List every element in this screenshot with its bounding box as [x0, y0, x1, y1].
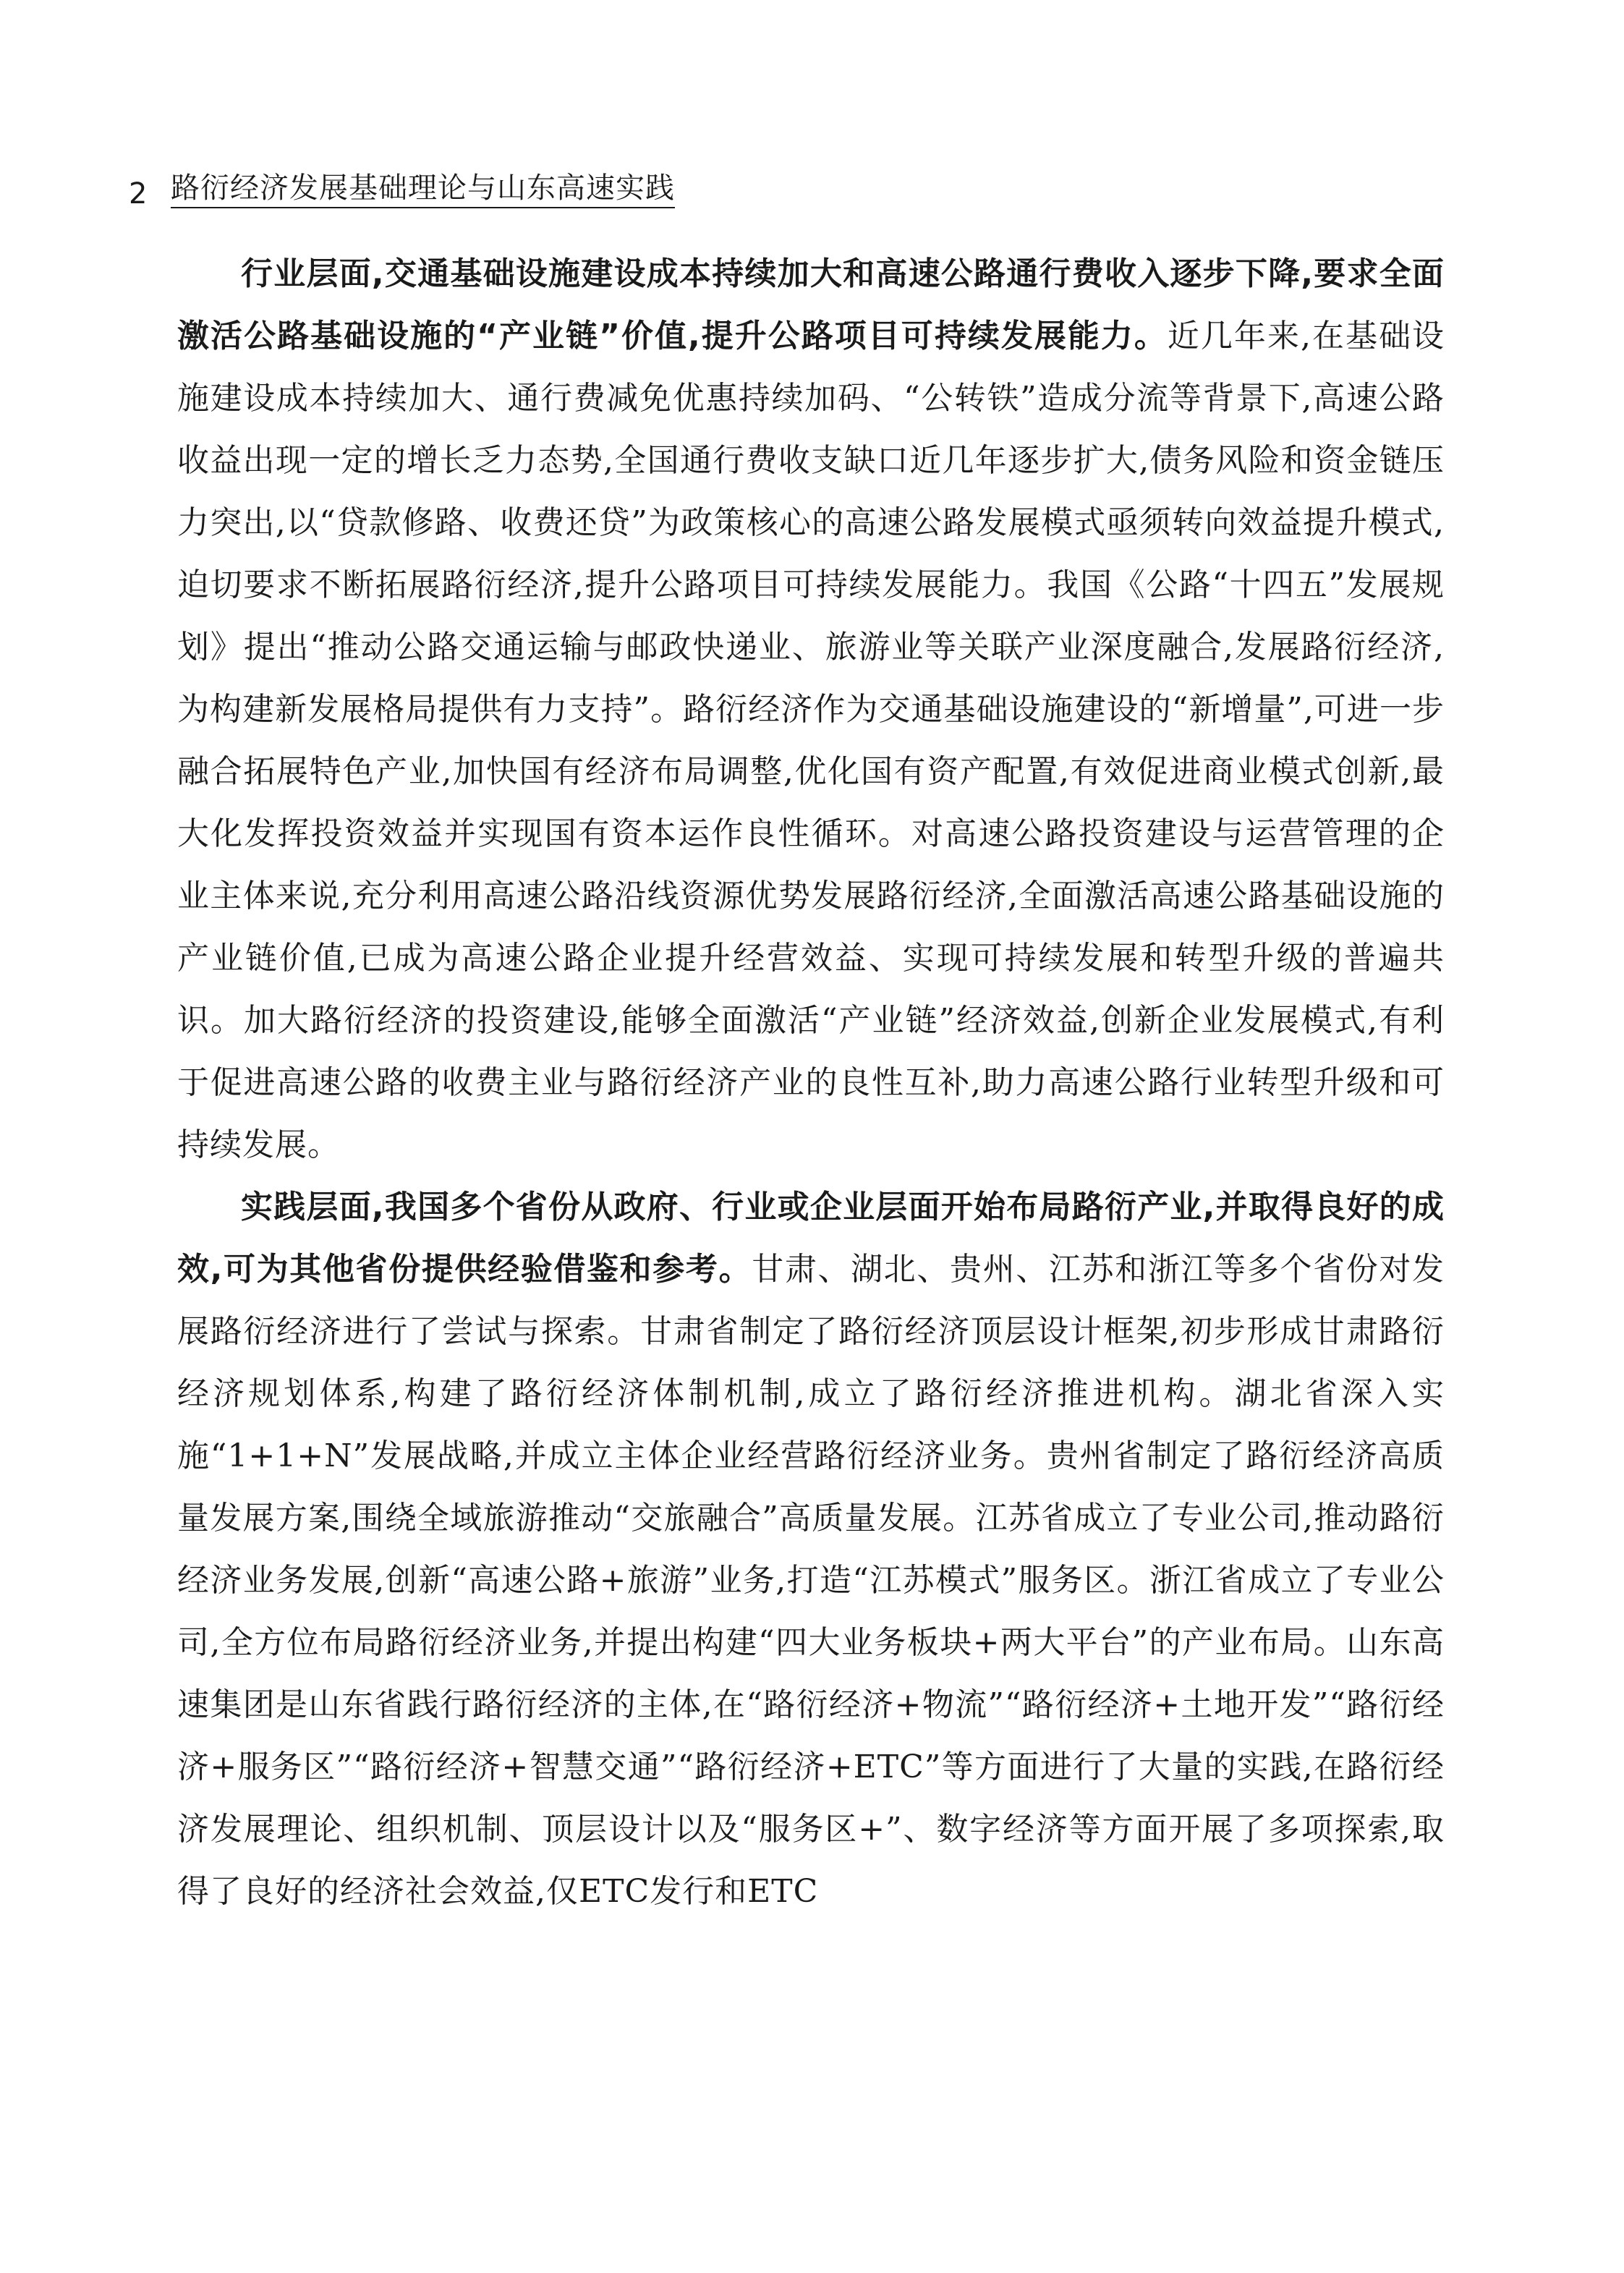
body-text: [177, 243, 1445, 1923]
paragraph-body: 近几年来,在基础设施建设成本持续加大、通行费减免优惠持续加码、“公转铁”造成分流等背景下,高速公路收益出现一定的增长乏力态势,全国通行费收支缺口近几年逐步扩大,债务风险和资金链压力突出,以“贷款修路、收费还贷”为政策核心的高速公路发展模式亟须转向效益提升模式,迫切要求不断拓展路衍经济,提升公路项目可持续发展能力。我国《公路“十四五”发展规划》提出“推动公路交通运输与邮政快递业、旅游业等关联产业深度融合,发展路衍经济,为构建新发展格局提供有力支持”。路衍经济作为交通基础设施建设的“新增量”,可进一步融合拓展特色产业,加快国有经济布局调整,优化国有资产配置,有效促进商业模式创新,最大化发挥投资效益并实现国有资本运作良性循环。对高速公路投资建设与运营管理的企业主体来说,充分利用高速公路沿线资源优势发展路衍经济,全面激活高速公路基础设施的产业链价值,已成为高速公路企业提升经营效益、实现可持续发展和转型升级的普遍共识。加大路衍经济的投资建设,能够全面激活“产业链”经济效益,创新企业发展模式,有利于促进高速公路的收费主业与路衍经济产业的良性互补,助力高速公路行业转型升级和可持续发展。: [177, 318, 1445, 1163]
running-head: [129, 168, 1445, 211]
paragraph-lead: 行业层面,交通基础设施建设成本持续加大和高速公路通行费收入逐步下降,要求全面激活公路基础设施的“产业链”价值,提升公路项目可持续发展能力。: [177, 255, 1445, 354]
paragraph-lead: 实践层面,我国多个省份从政府、行业或企业层面开始布局路衍产业,并取得良好的成效,可为其他省份提供经验借鉴和参考。: [177, 1189, 1445, 1288]
book-title: 路衍经济发展基础理论与山东高速实践: [171, 174, 675, 208]
page-number: 2: [129, 177, 148, 211]
paragraph-practice-level: [177, 1176, 1445, 1923]
paragraph-industry-level: [177, 243, 1445, 1176]
paragraph-body: 甘肃、湖北、贵州、江苏和浙江等多个省份对发展路衍经济进行了尝试与探索。甘肃省制定了路衍经济顶层设计框架,初步形成甘肃路衍经济规划体系,构建了路衍经济体制机制,成立了路衍经济推进机构。湖北省深入实施“1+1+N”发展战略,并成立主体企业经营路衍经济业务。贵州省制定了路衍经济高质量发展方案,围绕全域旅游推动“交旅融合”高质量发展。江苏省成立了专业公司,推动路衍经济业务发展,创新“高速公路+旅游”业务,打造“江苏模式”服务区。浙江省成立了专业公司,全方位布局路衍经济业务,并提出构建“四大业务板块+两大平台”的产业布局。山东高速集团是山东省践行路衍经济的主体,在“路衍经济+物流”“路衍经济+土地开发”“路衍经济+服务区”“路衍经济+智慧交通”“路衍经济+ETC”等方面进行了大量的实践,在路衍经济发展理论、组织机制、顶层设计以及“服务区+”、数字经济等方面开展了多项探索,取得了良好的经济社会效益,仅ETC发行和ETC: [177, 1251, 1445, 1910]
